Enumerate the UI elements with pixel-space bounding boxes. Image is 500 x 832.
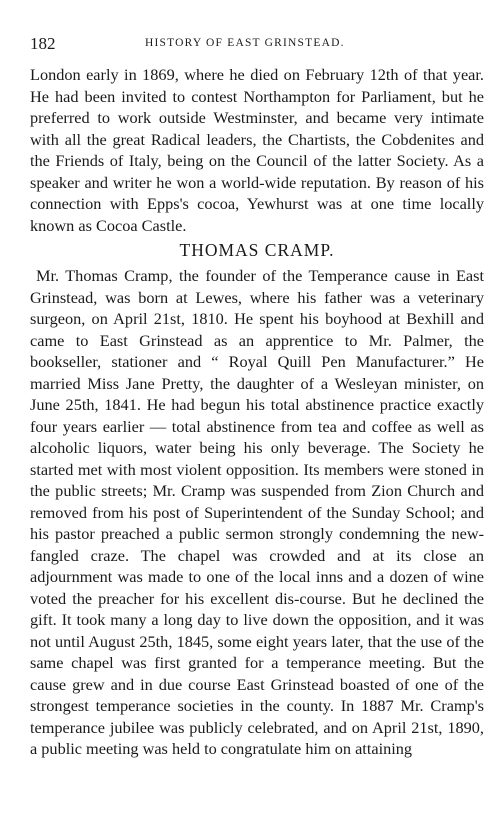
body-paragraph: Mr. Thomas Cramp, the founder of the Temperance cause in East Grinstead, was born at Lewes, where his father was a veterinary surgeon, on April 21st, 1810. He spent his boyhood at Bexhill and came to East Grinstead as an apprentice to Mr. Palmer, the bookseller, stationer and “ Royal Quill Pen Manufacturer.” He married Miss Jane Pretty, the daughter of a Wesleyan minister, on June 25th, 1841. He had begun his total abstinence practice exactly four years earlier — total abstinence from tea and coffee as well as alcoholic liquors, water being his only beverage. The Society he started met with most violent opposition. Its members were stoned in the public streets; Mr. Cramp was suspended from Zion Church and removed from his post of Superintendent of the Sunday School; and his pastor preached a public sermon strongly condemning the new-fangled craze. The chapel was crowded and at its close an adjournment was made to one of the local inns and a dozen of wine voted the preacher for his excellent dis-course. But he declined the gift. It took many a long day to live down the opposition, and it was not until August 25th, 1845, some eight years later, that the use of the same chapel was first granted for a temperance meeting. But the cause grew and in due course East Grinstead boasted of one of the strongest temperance societies in the county. In 1887 Mr. Cramp's temperance jubilee was publicly celebrated, and on April 21st, 1890, a public meeting was held to congratulate him on attaining xyxy=(30,266,484,758)
running-header xyxy=(30,34,484,56)
section-heading: THOMAS CRAMP. xyxy=(179,240,335,260)
running-title: HISTORY OF EAST GRINSTEAD. xyxy=(145,37,345,49)
page-number: 182 xyxy=(30,34,56,53)
book-page xyxy=(30,34,484,760)
body-paragraph-continued: London early in 1869, where he died on February 12th of that year. He had been invited to contest Northampton for Parliament, but he preferred to work outside Westminster, and became very intimate with all the great Radical leaders, the Chartists, the Cobdenites and the Friends of Italy, being on the Council of the latter Society. As a speaker and writer he won a world-wide reputation. By reason of his connection with Epps's cocoa, Yewhurst was at one time locally known as Cocoa Castle. xyxy=(30,65,484,235)
